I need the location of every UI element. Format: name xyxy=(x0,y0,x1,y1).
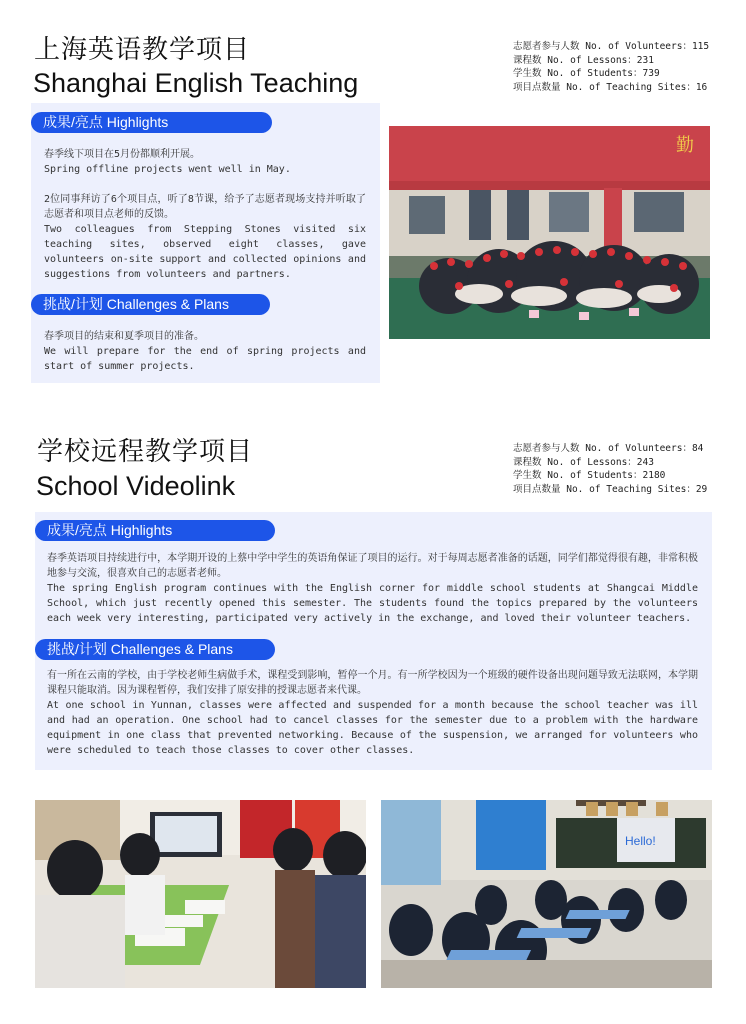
highlight-en: The spring English program continues with the English corner for middle school students at Shangcai Middle School, which just recently opened this semester. The students found the topics prepared by the volunteers each week very interesting, participated very actively in the exchange, and loved their volunteer teachers. xyxy=(47,583,698,624)
highlight-1-cn: 春季线下项目在5月份都顺利开展。 xyxy=(44,149,201,160)
section1-title-cn: 上海英语教学项目 xyxy=(34,35,251,65)
section2-highlights-pill: 成果/亮点 Highlights xyxy=(35,520,275,541)
section2-challenges-pill: 挑战/计划 Challenges & Plans xyxy=(35,639,275,660)
group-photo xyxy=(389,126,710,339)
highlight-2-cn: 2位同事拜访了6个项目点，听了8节课，给予了志愿者现场支持并听取了志愿者和项目点老师的反馈。 xyxy=(44,194,366,220)
stat-lessons: 课程数 No. of Lessons：243 xyxy=(513,456,654,468)
section2-title-cn: 学校远程教学项目 xyxy=(37,437,254,467)
section1-challenges-text xyxy=(44,329,366,374)
section1-highlights-pill: 成果/亮点 Highlights xyxy=(31,112,272,133)
section2-stats xyxy=(513,442,707,496)
section1-highlights-text xyxy=(44,147,366,282)
stat-sites: 项目点数量 No. of Teaching Sites：29 xyxy=(513,483,708,495)
stat-students: 学生数 No. of Students：2180 xyxy=(513,470,666,481)
challenge-cn: 有一所在云南的学校，由于学校老师生病做手术，课程受到影响，暂停一个月。有一所学校因为一个班级的硬件设备出现问题导致无法联网，本学期课程只能取消。因为课程暂停，我们安排了原安排的授课志愿者来代课。 xyxy=(47,670,698,696)
highlight-1-en: Spring offline projects went well in May. xyxy=(44,164,291,175)
highlight-2-en: Two colleagues from Stepping Stones visited six teaching sites, observed eight classes, gave volunteers on-site support and collected opinions and suggestions from volunteers and partners. xyxy=(44,224,366,280)
stat-sites: 项目点数量 No. of Teaching Sites：16 xyxy=(513,81,708,93)
stat-students: 学生数 No. of Students：739 xyxy=(513,68,660,79)
stat-lessons: 课程数 No. of Lessons：231 xyxy=(513,54,654,66)
screen-hello-text: Hello! xyxy=(625,834,656,848)
highlight-cn: 春季英语项目持续进行中，本学期开设的上蔡中学中学生的英语角保证了项目的运行。对于每周志愿者准备的话题，同学们都觉得很有趣，非常积极地参与交流，很喜欢自己的志愿者老师。 xyxy=(47,553,698,579)
challenge-1-cn: 春季项目的结束和夏季项目的准备。 xyxy=(44,331,204,342)
photo-sign-text: 勤 xyxy=(676,135,694,156)
videolink-photo-left xyxy=(35,800,366,988)
section2-title-en: School Videolink xyxy=(36,471,236,501)
section1-stats xyxy=(513,40,709,94)
challenge-1-en: We will prepare for the end of spring projects and start of summer projects. xyxy=(44,346,366,372)
stat-volunteers: 志愿者参与人数 No. of Volunteers：84 xyxy=(513,443,704,454)
section2-challenges-text xyxy=(47,668,698,758)
challenge-en: At one school in Yunnan, classes were affected and suspended for a month because the school teacher was ill and had an operation. One school had to cancel classes for the semester due to a problem with the hardware equipment in one class that prevented networking. Because of the suspension, we arranged for volunteers who were scheduled to teach those classes to cover other classes. xyxy=(47,700,698,756)
stat-volunteers: 志愿者参与人数 No. of Volunteers：115 xyxy=(513,41,710,52)
section1-title-en: Shanghai English Teaching xyxy=(33,68,359,98)
videolink-photo-right xyxy=(381,800,712,988)
section1-challenges-pill: 挑战/计划 Challenges & Plans xyxy=(31,294,270,315)
section2-highlights-text xyxy=(47,551,698,626)
